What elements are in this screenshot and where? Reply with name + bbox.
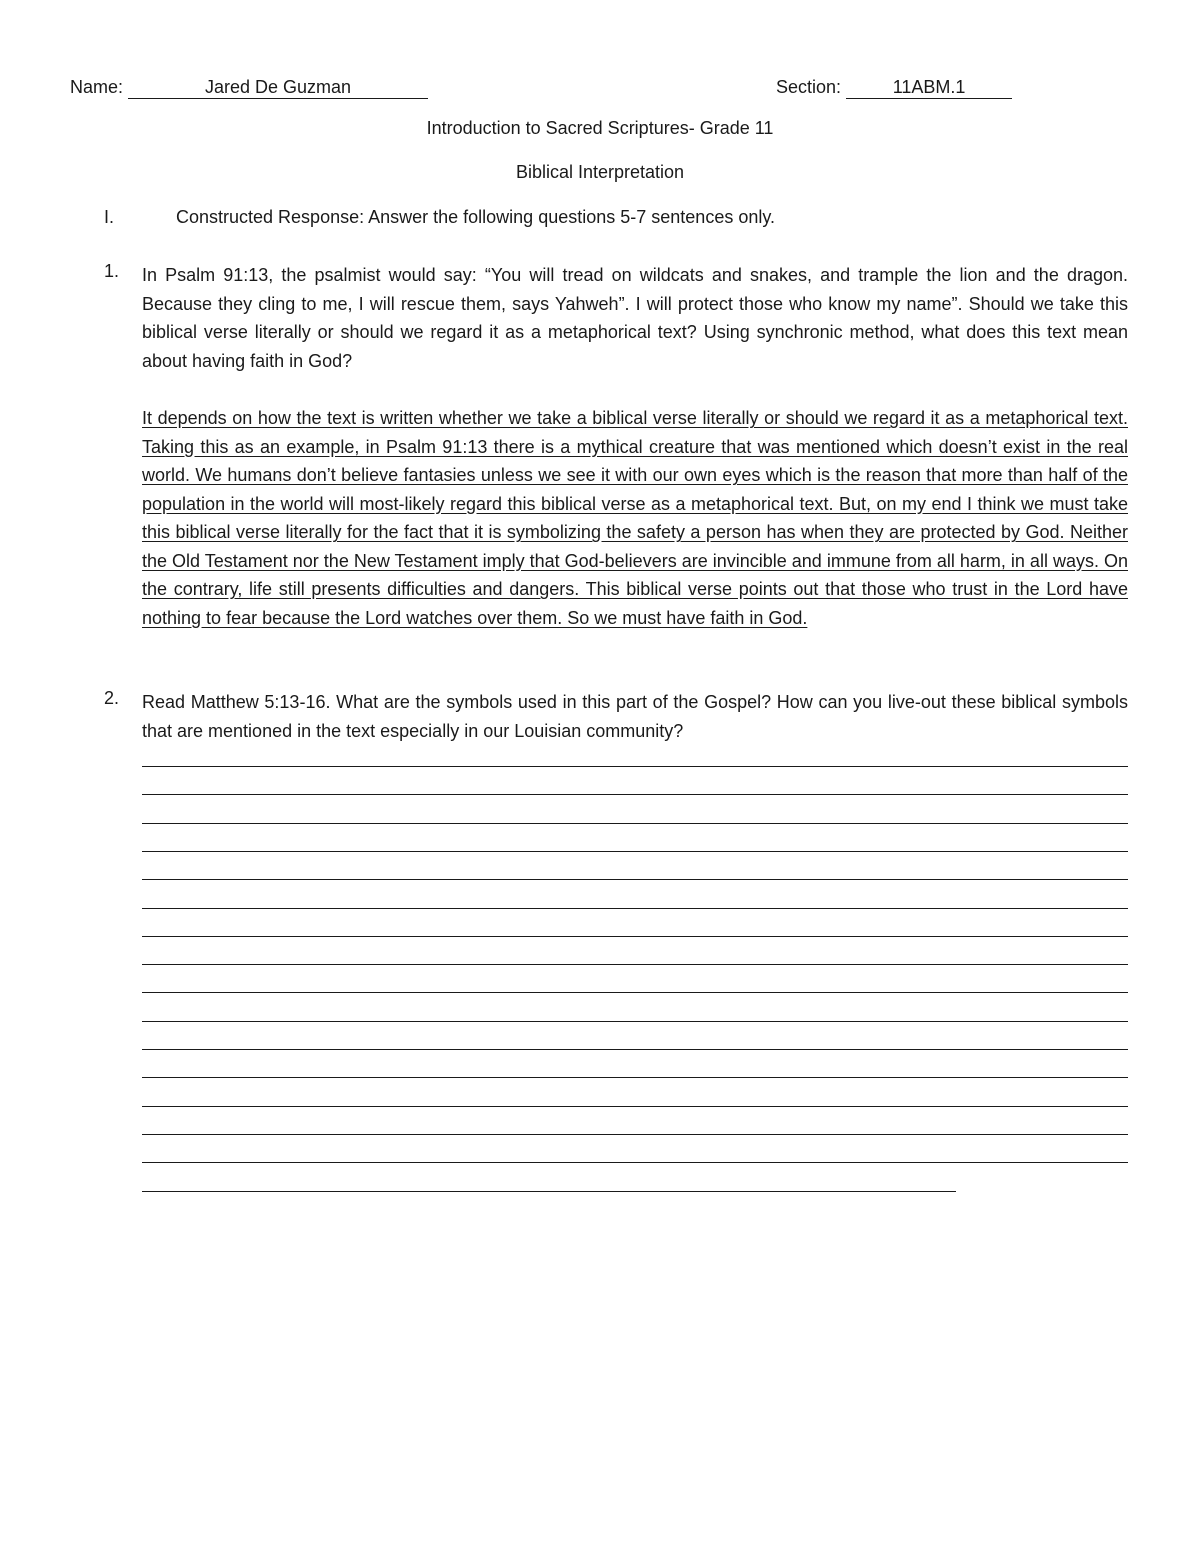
- question-text: Read Matthew 5:13-16. What are the symbols used in this part of the Gospel? How can you live-out these biblical symbols that are mentioned in the text especially in our Louisian community?: [142, 692, 1128, 741]
- header-row: [70, 74, 1130, 100]
- answer-line: [142, 1021, 1128, 1022]
- answer-line: [142, 1049, 1128, 1050]
- answer-line: [142, 1077, 1128, 1078]
- answer-line: [142, 766, 1128, 767]
- answer-line: [142, 964, 1128, 965]
- question-2: [104, 688, 1128, 745]
- section-value: 11ABM.1: [846, 77, 1012, 99]
- topic-title: Biblical Interpretation: [515, 162, 685, 182]
- question-number: 1.: [104, 261, 120, 281]
- part-heading: [104, 207, 775, 228]
- answer-line: [142, 1191, 956, 1192]
- answer-line: [142, 908, 1128, 909]
- answer-line: [142, 936, 1128, 937]
- section-label: Section:: [776, 77, 842, 97]
- answer-line: [142, 794, 1128, 795]
- part-numeral: I.: [104, 207, 115, 227]
- name-label: Name:: [70, 77, 124, 97]
- question-text: In Psalm 91:13, the psalmist would say: “You will tread on wildcats and snakes, and trample the lion and the dragon. Because they cling to me, I will rescue them, says Yahweh”. I will protect those who know my name”. Should we take this biblical verse literally or should we regard it as a metaphorical text? Using synchronic method, what does this text mean about having faith in God?: [142, 265, 1128, 371]
- answer-line: [142, 992, 1128, 993]
- answer-line: [142, 823, 1128, 824]
- answer-line: [142, 1134, 1128, 1135]
- name-value: Jared De Guzman: [128, 77, 428, 99]
- answer-line: [142, 1106, 1128, 1107]
- answer-1: It depends on how the text is written whether we take a biblical verse literally or should we regard it as a metaphorical text. Taking this as an example, in Psalm 91:13 there is a mythical creature that was mentioned which doesn’t exist in the real world. We humans don’t believe fantasies unless we see it with our own eyes which is the reason that more than half of the population in the world will most-likely regard this biblical verse as a metaphorical text. But, on my end I think we must take this biblical verse literally for the fact that it is symbolizing the safety a person has when they are protected by God. Neither the Old Testament nor the New Testament imply that God-believers are invincible and immune from all harm, in all ways. On the contrary, life still presents difficulties and dangers. This biblical verse points out that those who trust in the Lord have nothing to fear because the Lord watches over them. So we must have faith in God.: [142, 408, 1128, 628]
- course-title: Introduction to Sacred Scriptures- Grade 11: [426, 118, 774, 138]
- question-number: 2.: [104, 688, 120, 708]
- part-instruction: Constructed Response: Answer the following questions 5-7 sentences only.: [176, 207, 776, 227]
- answer-line: [142, 879, 1128, 880]
- answer-line: [142, 1162, 1128, 1163]
- section-field: [776, 74, 1012, 100]
- question-1: [104, 261, 1128, 375]
- name-field: [70, 74, 428, 100]
- answer-line: [142, 851, 1128, 852]
